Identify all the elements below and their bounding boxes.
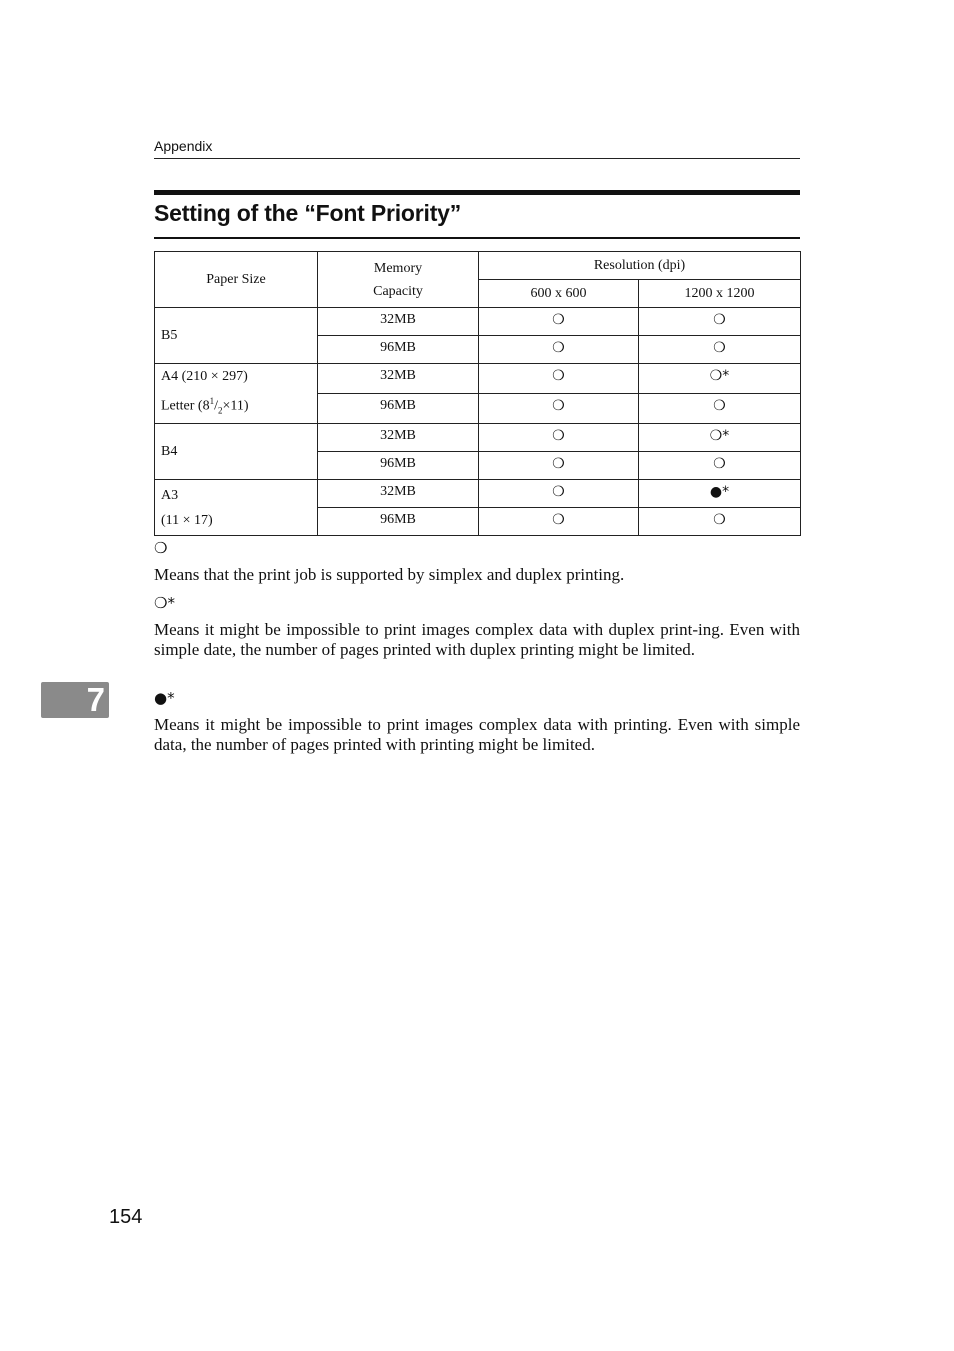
legend-symbol: ●*: [154, 689, 175, 707]
chapter-tab: 7: [41, 682, 109, 718]
support-mark-1200: ❍: [639, 336, 801, 364]
table-row: [155, 480, 801, 508]
support-mark-1200: ❍: [639, 508, 801, 536]
support-mark-1200: ●*: [639, 480, 801, 508]
support-mark-600: ❍: [479, 364, 639, 394]
table-row: [155, 308, 801, 336]
support-mark-600: ❍: [479, 508, 639, 536]
page-title: Setting of the “Font Priority”: [154, 200, 462, 226]
header-memory-capacity: [318, 252, 479, 308]
legend-description: Means that the print job is supported by simplex and duplex printing.: [154, 564, 625, 584]
paper-size-label-letter: Letter $(8^1/_2\times 11)$: [161, 396, 249, 416]
header-res-600: 600 x 600: [479, 280, 639, 308]
header-memory-line2: Capacity: [373, 283, 423, 299]
paper-size-label-dimensions: (11 × 17): [161, 512, 213, 528]
legend-supported: [154, 538, 800, 585]
memory-cell: 32MB: [318, 480, 479, 508]
legend-symbol: ❍*: [154, 594, 175, 612]
header-res-1200: 1200 x 1200: [639, 280, 801, 308]
memory-cell: 32MB: [318, 308, 479, 336]
page-number: 154: [109, 1206, 143, 1228]
title-top-bar: [154, 190, 800, 195]
support-mark-1200: ❍*: [639, 364, 801, 394]
header-rule: [154, 158, 800, 159]
support-mark-600: ❍: [479, 424, 639, 452]
table-row: [155, 364, 801, 394]
support-mark-1200: ❍: [639, 452, 801, 480]
fraction-numerator: 1: [209, 396, 215, 406]
letter-prefix: Letter (8: [161, 398, 210, 414]
running-header: Appendix: [154, 138, 213, 154]
support-mark-600: ❍: [479, 336, 639, 364]
memory-cell: 96MB: [318, 508, 479, 536]
paper-size-cell: [155, 364, 318, 424]
legend-limited-printing: [154, 688, 800, 756]
fraction-denominator: 2: [217, 405, 223, 416]
support-mark-1200: ❍*: [639, 424, 801, 452]
support-mark-1200: ❍: [639, 308, 801, 336]
paper-size-label: A4 (210 × 297): [161, 369, 248, 384]
title-bottom-rule: [154, 237, 800, 239]
paper-size-cell: [155, 308, 318, 364]
memory-cell: 96MB: [318, 394, 479, 424]
paper-size-label: B4: [161, 444, 178, 460]
paper-size-cell: [155, 480, 318, 536]
legend-description: Means it might be impossible to print images complex data with printing. Even with simple data, the number of pages printed with printing might be limited.: [154, 714, 800, 754]
support-mark-600: ❍: [479, 394, 639, 424]
header-memory-line1: Memory: [373, 260, 423, 276]
paper-size-label: B5: [161, 328, 178, 343]
font-priority-table: [154, 251, 801, 536]
legend-symbol: ❍: [154, 539, 168, 557]
support-mark-600: ❍: [479, 308, 639, 336]
letter-suffix: ×11): [222, 398, 249, 414]
legend-limited-duplex: [154, 593, 800, 661]
paper-size-label: A3: [161, 487, 179, 503]
paper-size-cell: [155, 424, 318, 480]
memory-cell: 96MB: [318, 336, 479, 364]
support-mark-600: ❍: [479, 480, 639, 508]
memory-cell: 96MB: [318, 452, 479, 480]
support-mark-600: ❍: [479, 452, 639, 480]
header-resolution: Resolution (dpi): [479, 252, 801, 280]
table-row: [155, 424, 801, 452]
memory-cell: 32MB: [318, 424, 479, 452]
support-mark-1200: ❍: [639, 394, 801, 424]
header-paper-size: Paper Size: [155, 252, 318, 308]
legend-description: Means it might be impossible to print images complex data with duplex print-ing. Even with simple date, the number of pages printed with duplex printing might be limited.: [154, 619, 800, 659]
memory-cell: 32MB: [318, 364, 479, 394]
